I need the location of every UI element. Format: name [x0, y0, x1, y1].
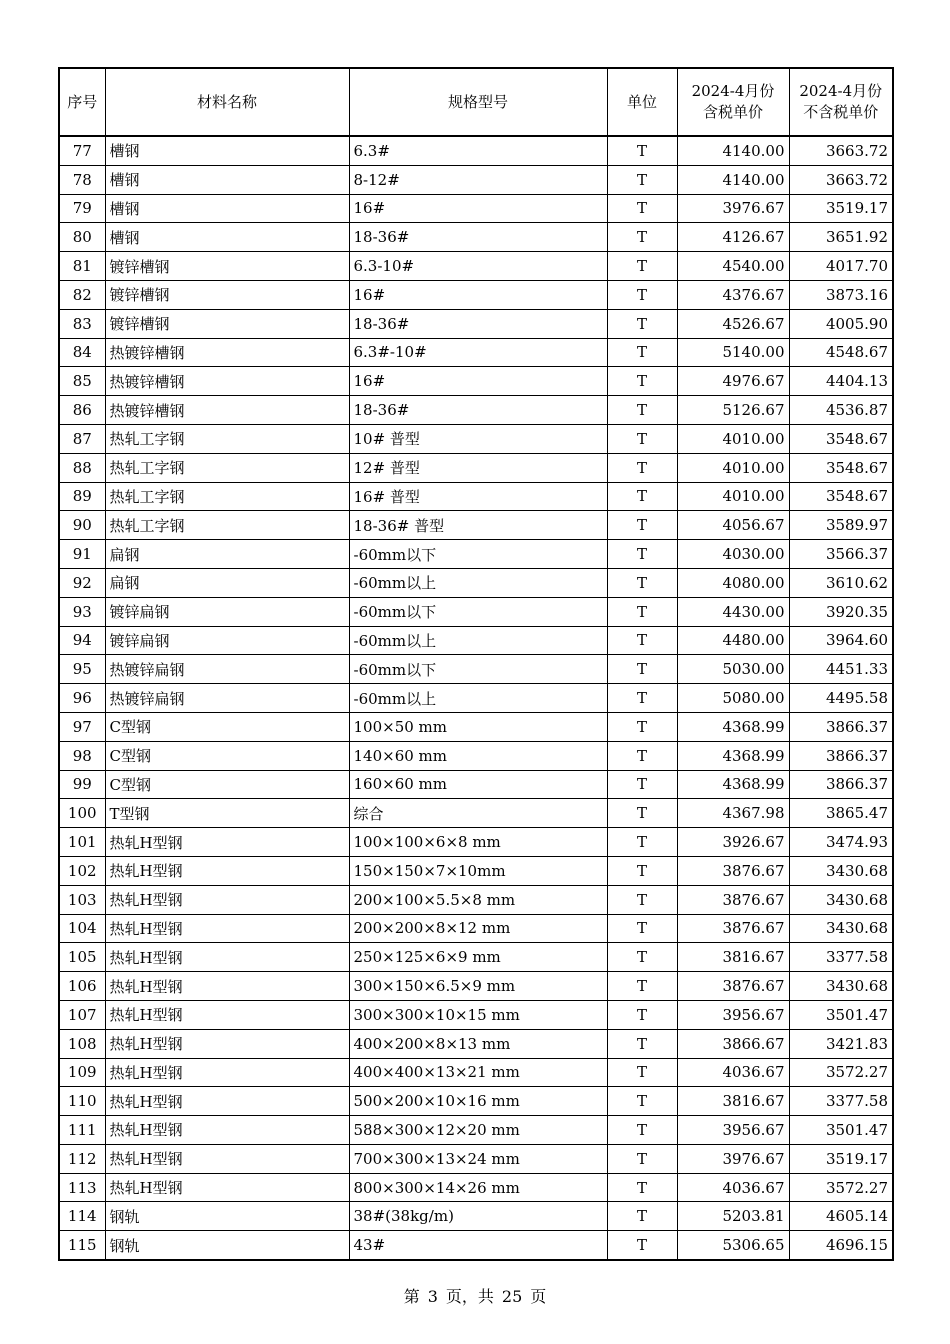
cell-price-notax: 3430.68: [789, 885, 893, 914]
table-row: [59, 453, 893, 482]
cell-no: 115: [59, 1231, 105, 1260]
cell-no: 83: [59, 309, 105, 338]
cell-price-tax: 4140.00: [677, 165, 789, 194]
cell-price-tax: 4010.00: [677, 453, 789, 482]
cell-name: C型钢: [105, 770, 349, 799]
cell-no: 92: [59, 568, 105, 597]
cell-unit: T: [607, 280, 677, 309]
cell-price-notax: 3501.47: [789, 1000, 893, 1029]
table-row: [59, 799, 893, 828]
cell-price-tax: 4480.00: [677, 626, 789, 655]
cell-price-tax: 4540.00: [677, 252, 789, 281]
cell-unit: T: [607, 367, 677, 396]
cell-name: 热轧H型钢: [105, 1029, 349, 1058]
header-name: 材料名称: [105, 68, 349, 136]
cell-no: 108: [59, 1029, 105, 1058]
cell-spec: 500×200×10×16 mm: [349, 1087, 607, 1116]
cell-price-tax: 3926.67: [677, 828, 789, 857]
cell-name: 热轧H型钢: [105, 1087, 349, 1116]
cell-no: 111: [59, 1116, 105, 1145]
cell-price-tax: 5306.65: [677, 1231, 789, 1260]
table-row: [59, 1173, 893, 1202]
cell-price-notax: 3610.62: [789, 568, 893, 597]
cell-unit: T: [607, 568, 677, 597]
cell-name: 热轧H型钢: [105, 856, 349, 885]
cell-unit: T: [607, 1029, 677, 1058]
cell-name: 热轧H型钢: [105, 1000, 349, 1029]
cell-no: 102: [59, 856, 105, 885]
cell-no: 98: [59, 741, 105, 770]
table-row: [59, 165, 893, 194]
table-body: [59, 136, 893, 1260]
header-price-tax-line1: 2024-4月份: [691, 82, 775, 100]
cell-price-tax: 4056.67: [677, 511, 789, 540]
cell-spec: 18-36# 普型: [349, 511, 607, 540]
cell-name: 镀锌槽钢: [105, 280, 349, 309]
cell-price-notax: 3519.17: [789, 1144, 893, 1173]
table-row: [59, 597, 893, 626]
cell-unit: T: [607, 856, 677, 885]
header-no: 序号: [59, 68, 105, 136]
table-row: [59, 1144, 893, 1173]
cell-no: 95: [59, 655, 105, 684]
cell-spec: -60mm以下: [349, 655, 607, 684]
cell-name: 热轧H型钢: [105, 943, 349, 972]
cell-name: 热轧工字钢: [105, 482, 349, 511]
cell-no: 78: [59, 165, 105, 194]
cell-spec: 18-36#: [349, 223, 607, 252]
cell-unit: T: [607, 626, 677, 655]
cell-no: 109: [59, 1058, 105, 1087]
table-row: [59, 1087, 893, 1116]
table-row: [59, 885, 893, 914]
table-row: [59, 338, 893, 367]
cell-no: 101: [59, 828, 105, 857]
cell-price-notax: 3377.58: [789, 943, 893, 972]
cell-price-tax: 3876.67: [677, 914, 789, 943]
cell-unit: T: [607, 396, 677, 425]
cell-unit: T: [607, 770, 677, 799]
cell-price-tax: 4430.00: [677, 597, 789, 626]
footer-prefix: 第: [403, 1287, 420, 1306]
cell-price-notax: 3519.17: [789, 194, 893, 223]
cell-no: 94: [59, 626, 105, 655]
cell-unit: T: [607, 453, 677, 482]
table-row: [59, 828, 893, 857]
table-row: [59, 1000, 893, 1029]
cell-price-notax: 4451.33: [789, 655, 893, 684]
cell-price-tax: 3876.67: [677, 885, 789, 914]
cell-spec: 16#: [349, 367, 607, 396]
cell-spec: 300×150×6.5×9 mm: [349, 972, 607, 1001]
cell-no: 105: [59, 943, 105, 972]
cell-price-tax: 5126.67: [677, 396, 789, 425]
cell-price-notax: 3548.67: [789, 453, 893, 482]
cell-spec: 100×50 mm: [349, 712, 607, 741]
cell-no: 100: [59, 799, 105, 828]
cell-price-notax: 4536.87: [789, 396, 893, 425]
cell-price-tax: 5203.81: [677, 1202, 789, 1231]
cell-price-notax: 3873.16: [789, 280, 893, 309]
cell-no: 96: [59, 684, 105, 713]
cell-unit: T: [607, 511, 677, 540]
cell-no: 84: [59, 338, 105, 367]
table-row: [59, 684, 893, 713]
cell-price-notax: 3548.67: [789, 424, 893, 453]
cell-spec: 6.3#: [349, 136, 607, 165]
cell-name: C型钢: [105, 741, 349, 770]
cell-price-tax: 3866.67: [677, 1029, 789, 1058]
cell-price-tax: 4080.00: [677, 568, 789, 597]
cell-price-tax: 4140.00: [677, 136, 789, 165]
cell-name: 槽钢: [105, 136, 349, 165]
cell-price-notax: 3501.47: [789, 1116, 893, 1145]
cell-price-notax: 3866.37: [789, 770, 893, 799]
cell-no: 112: [59, 1144, 105, 1173]
table-row: [59, 1231, 893, 1260]
cell-unit: T: [607, 540, 677, 569]
cell-name: 扁钢: [105, 540, 349, 569]
cell-spec: 150×150×7×10mm: [349, 856, 607, 885]
cell-spec: 400×400×13×21 mm: [349, 1058, 607, 1087]
cell-name: 热镀锌扁钢: [105, 684, 349, 713]
cell-unit: T: [607, 972, 677, 1001]
cell-unit: T: [607, 1202, 677, 1231]
cell-name: 热镀锌槽钢: [105, 367, 349, 396]
cell-price-notax: 4404.13: [789, 367, 893, 396]
cell-name: 热镀锌扁钢: [105, 655, 349, 684]
cell-spec: -60mm以下: [349, 540, 607, 569]
cell-spec: 250×125×6×9 mm: [349, 943, 607, 972]
table-row: [59, 540, 893, 569]
cell-name: 镀锌扁钢: [105, 626, 349, 655]
cell-unit: T: [607, 338, 677, 367]
cell-spec: 18-36#: [349, 396, 607, 425]
cell-name: 热镀锌槽钢: [105, 396, 349, 425]
cell-no: 82: [59, 280, 105, 309]
cell-unit: T: [607, 1058, 677, 1087]
cell-price-notax: 3421.83: [789, 1029, 893, 1058]
cell-spec: -60mm以上: [349, 684, 607, 713]
cell-price-tax: 5140.00: [677, 338, 789, 367]
cell-price-notax: 4696.15: [789, 1231, 893, 1260]
cell-price-notax: 3430.68: [789, 856, 893, 885]
cell-price-tax: 4036.67: [677, 1058, 789, 1087]
footer-mid: 页，共: [445, 1287, 494, 1306]
cell-price-tax: 3976.67: [677, 1144, 789, 1173]
table-row: [59, 309, 893, 338]
table-row: [59, 856, 893, 885]
cell-price-tax: 3816.67: [677, 943, 789, 972]
table-row: [59, 741, 893, 770]
cell-name: 扁钢: [105, 568, 349, 597]
cell-spec: 8-12#: [349, 165, 607, 194]
footer-current-page: 3: [427, 1287, 438, 1306]
cell-unit: T: [607, 1144, 677, 1173]
cell-price-notax: 3430.68: [789, 972, 893, 1001]
cell-no: 77: [59, 136, 105, 165]
cell-price-tax: 3956.67: [677, 1116, 789, 1145]
table-row: [59, 943, 893, 972]
cell-price-notax: 3377.58: [789, 1087, 893, 1116]
cell-spec: -60mm以上: [349, 626, 607, 655]
cell-price-tax: 5080.00: [677, 684, 789, 713]
cell-price-tax: 3816.67: [677, 1087, 789, 1116]
cell-spec: -60mm以下: [349, 597, 607, 626]
cell-price-tax: 4367.98: [677, 799, 789, 828]
cell-unit: T: [607, 1087, 677, 1116]
table-row: [59, 712, 893, 741]
cell-name: 槽钢: [105, 194, 349, 223]
cell-no: 89: [59, 482, 105, 511]
cell-name: 槽钢: [105, 165, 349, 194]
cell-price-tax: 4368.99: [677, 741, 789, 770]
cell-unit: T: [607, 165, 677, 194]
table-row: [59, 626, 893, 655]
header-price-tax-line2: 含税单价: [702, 103, 763, 121]
cell-price-notax: 3866.37: [789, 741, 893, 770]
cell-name: 热轧H型钢: [105, 972, 349, 1001]
cell-no: 106: [59, 972, 105, 1001]
cell-no: 110: [59, 1087, 105, 1116]
cell-spec: 综合: [349, 799, 607, 828]
cell-spec: 6.3-10#: [349, 252, 607, 281]
footer-suffix: 页: [530, 1287, 547, 1306]
table-header-row: [59, 68, 893, 136]
cell-price-notax: 4017.70: [789, 252, 893, 281]
cell-price-notax: 3964.60: [789, 626, 893, 655]
cell-spec: 800×300×14×26 mm: [349, 1173, 607, 1202]
cell-unit: T: [607, 943, 677, 972]
cell-spec: 700×300×13×24 mm: [349, 1144, 607, 1173]
cell-unit: T: [607, 252, 677, 281]
table-row: [59, 511, 893, 540]
cell-spec: 300×300×10×15 mm: [349, 1000, 607, 1029]
cell-price-notax: 3663.72: [789, 136, 893, 165]
cell-unit: T: [607, 1173, 677, 1202]
cell-name: 热轧H型钢: [105, 885, 349, 914]
cell-price-tax: 3876.67: [677, 856, 789, 885]
cell-price-tax: 4010.00: [677, 424, 789, 453]
cell-name: 热轧H型钢: [105, 1173, 349, 1202]
table-row: [59, 396, 893, 425]
cell-unit: T: [607, 136, 677, 165]
cell-spec: 200×100×5.5×8 mm: [349, 885, 607, 914]
table-row: [59, 280, 893, 309]
cell-unit: T: [607, 684, 677, 713]
cell-price-notax: 3920.35: [789, 597, 893, 626]
cell-name: 镀锌扁钢: [105, 597, 349, 626]
cell-spec: 16# 普型: [349, 482, 607, 511]
cell-unit: T: [607, 828, 677, 857]
cell-price-notax: 3651.92: [789, 223, 893, 252]
cell-unit: T: [607, 655, 677, 684]
table-row: [59, 914, 893, 943]
cell-name: 热轧H型钢: [105, 1144, 349, 1173]
cell-name: 槽钢: [105, 223, 349, 252]
cell-spec: -60mm以上: [349, 568, 607, 597]
table-row: [59, 136, 893, 165]
table-row: [59, 655, 893, 684]
table-row: [59, 1029, 893, 1058]
cell-price-notax: 3566.37: [789, 540, 893, 569]
cell-name: 热镀锌槽钢: [105, 338, 349, 367]
cell-no: 80: [59, 223, 105, 252]
cell-price-tax: 4030.00: [677, 540, 789, 569]
cell-spec: 140×60 mm: [349, 741, 607, 770]
table-row: [59, 568, 893, 597]
cell-no: 93: [59, 597, 105, 626]
table-row: [59, 424, 893, 453]
cell-spec: 160×60 mm: [349, 770, 607, 799]
cell-unit: T: [607, 885, 677, 914]
cell-spec: 38#(38kg/m): [349, 1202, 607, 1231]
cell-no: 88: [59, 453, 105, 482]
cell-name: 钢轨: [105, 1231, 349, 1260]
cell-no: 79: [59, 194, 105, 223]
cell-price-tax: 4368.99: [677, 770, 789, 799]
cell-spec: 6.3#-10#: [349, 338, 607, 367]
table-row: [59, 1116, 893, 1145]
cell-price-notax: 3865.47: [789, 799, 893, 828]
footer-total-pages: 25: [501, 1287, 523, 1306]
cell-unit: T: [607, 482, 677, 511]
cell-price-notax: 3548.67: [789, 482, 893, 511]
header-price-notax: [789, 68, 893, 136]
table-row: [59, 252, 893, 281]
cell-no: 107: [59, 1000, 105, 1029]
cell-unit: T: [607, 424, 677, 453]
cell-price-notax: 3572.27: [789, 1173, 893, 1202]
cell-unit: T: [607, 914, 677, 943]
cell-unit: T: [607, 1231, 677, 1260]
cell-price-tax: 3876.67: [677, 972, 789, 1001]
cell-price-tax: 4526.67: [677, 309, 789, 338]
cell-unit: T: [607, 741, 677, 770]
cell-name: 热轧工字钢: [105, 511, 349, 540]
cell-name: 镀锌槽钢: [105, 252, 349, 281]
cell-no: 90: [59, 511, 105, 540]
cell-price-tax: 5030.00: [677, 655, 789, 684]
cell-price-notax: 3866.37: [789, 712, 893, 741]
cell-no: 86: [59, 396, 105, 425]
cell-price-tax: 4376.67: [677, 280, 789, 309]
cell-spec: 18-36#: [349, 309, 607, 338]
cell-unit: T: [607, 799, 677, 828]
cell-spec: 200×200×8×12 mm: [349, 914, 607, 943]
table-row: [59, 367, 893, 396]
cell-spec: 10# 普型: [349, 424, 607, 453]
cell-price-tax: 4368.99: [677, 712, 789, 741]
cell-spec: 43#: [349, 1231, 607, 1260]
cell-no: 85: [59, 367, 105, 396]
cell-unit: T: [607, 712, 677, 741]
table-row: [59, 1202, 893, 1231]
header-unit: 单位: [607, 68, 677, 136]
cell-price-notax: 3430.68: [789, 914, 893, 943]
table-row: [59, 770, 893, 799]
cell-no: 103: [59, 885, 105, 914]
table-row: [59, 194, 893, 223]
header-price-tax: [677, 68, 789, 136]
cell-no: 104: [59, 914, 105, 943]
cell-name: 热轧H型钢: [105, 828, 349, 857]
table-row: [59, 1058, 893, 1087]
cell-no: 81: [59, 252, 105, 281]
header-price-notax-line2: 不含税单价: [803, 103, 879, 121]
table-row: [59, 482, 893, 511]
cell-no: 114: [59, 1202, 105, 1231]
cell-spec: 12# 普型: [349, 453, 607, 482]
cell-name: 热轧工字钢: [105, 453, 349, 482]
cell-no: 97: [59, 712, 105, 741]
cell-unit: T: [607, 597, 677, 626]
table-row: [59, 972, 893, 1001]
cell-price-notax: 3474.93: [789, 828, 893, 857]
cell-no: 113: [59, 1173, 105, 1202]
cell-name: 热轧H型钢: [105, 914, 349, 943]
table-row: [59, 223, 893, 252]
cell-name: 镀锌槽钢: [105, 309, 349, 338]
header-spec: 规格型号: [349, 68, 607, 136]
cell-price-tax: 3976.67: [677, 194, 789, 223]
cell-no: 87: [59, 424, 105, 453]
cell-spec: 588×300×12×20 mm: [349, 1116, 607, 1145]
cell-name: 热轧H型钢: [105, 1058, 349, 1087]
cell-price-notax: 3663.72: [789, 165, 893, 194]
cell-price-tax: 4010.00: [677, 482, 789, 511]
header-price-notax-line1: 2024-4月份: [799, 82, 883, 100]
cell-spec: 400×200×8×13 mm: [349, 1029, 607, 1058]
cell-price-tax: 4036.67: [677, 1173, 789, 1202]
cell-spec: 16#: [349, 194, 607, 223]
cell-price-notax: 4495.58: [789, 684, 893, 713]
cell-name: 热轧H型钢: [105, 1116, 349, 1145]
cell-name: T型钢: [105, 799, 349, 828]
cell-name: 钢轨: [105, 1202, 349, 1231]
cell-no: 91: [59, 540, 105, 569]
cell-name: 热轧工字钢: [105, 424, 349, 453]
page-footer: [0, 1284, 950, 1307]
cell-spec: 100×100×6×8 mm: [349, 828, 607, 857]
cell-price-notax: 4005.90: [789, 309, 893, 338]
cell-unit: T: [607, 1116, 677, 1145]
cell-name: C型钢: [105, 712, 349, 741]
cell-price-tax: 4126.67: [677, 223, 789, 252]
cell-price-tax: 3956.67: [677, 1000, 789, 1029]
cell-unit: T: [607, 309, 677, 338]
cell-unit: T: [607, 1000, 677, 1029]
cell-price-notax: 4605.14: [789, 1202, 893, 1231]
cell-price-notax: 3572.27: [789, 1058, 893, 1087]
cell-spec: 16#: [349, 280, 607, 309]
cell-price-notax: 3589.97: [789, 511, 893, 540]
cell-price-tax: 4976.67: [677, 367, 789, 396]
cell-unit: T: [607, 194, 677, 223]
price-table: [58, 67, 894, 1261]
cell-price-notax: 4548.67: [789, 338, 893, 367]
cell-unit: T: [607, 223, 677, 252]
cell-no: 99: [59, 770, 105, 799]
